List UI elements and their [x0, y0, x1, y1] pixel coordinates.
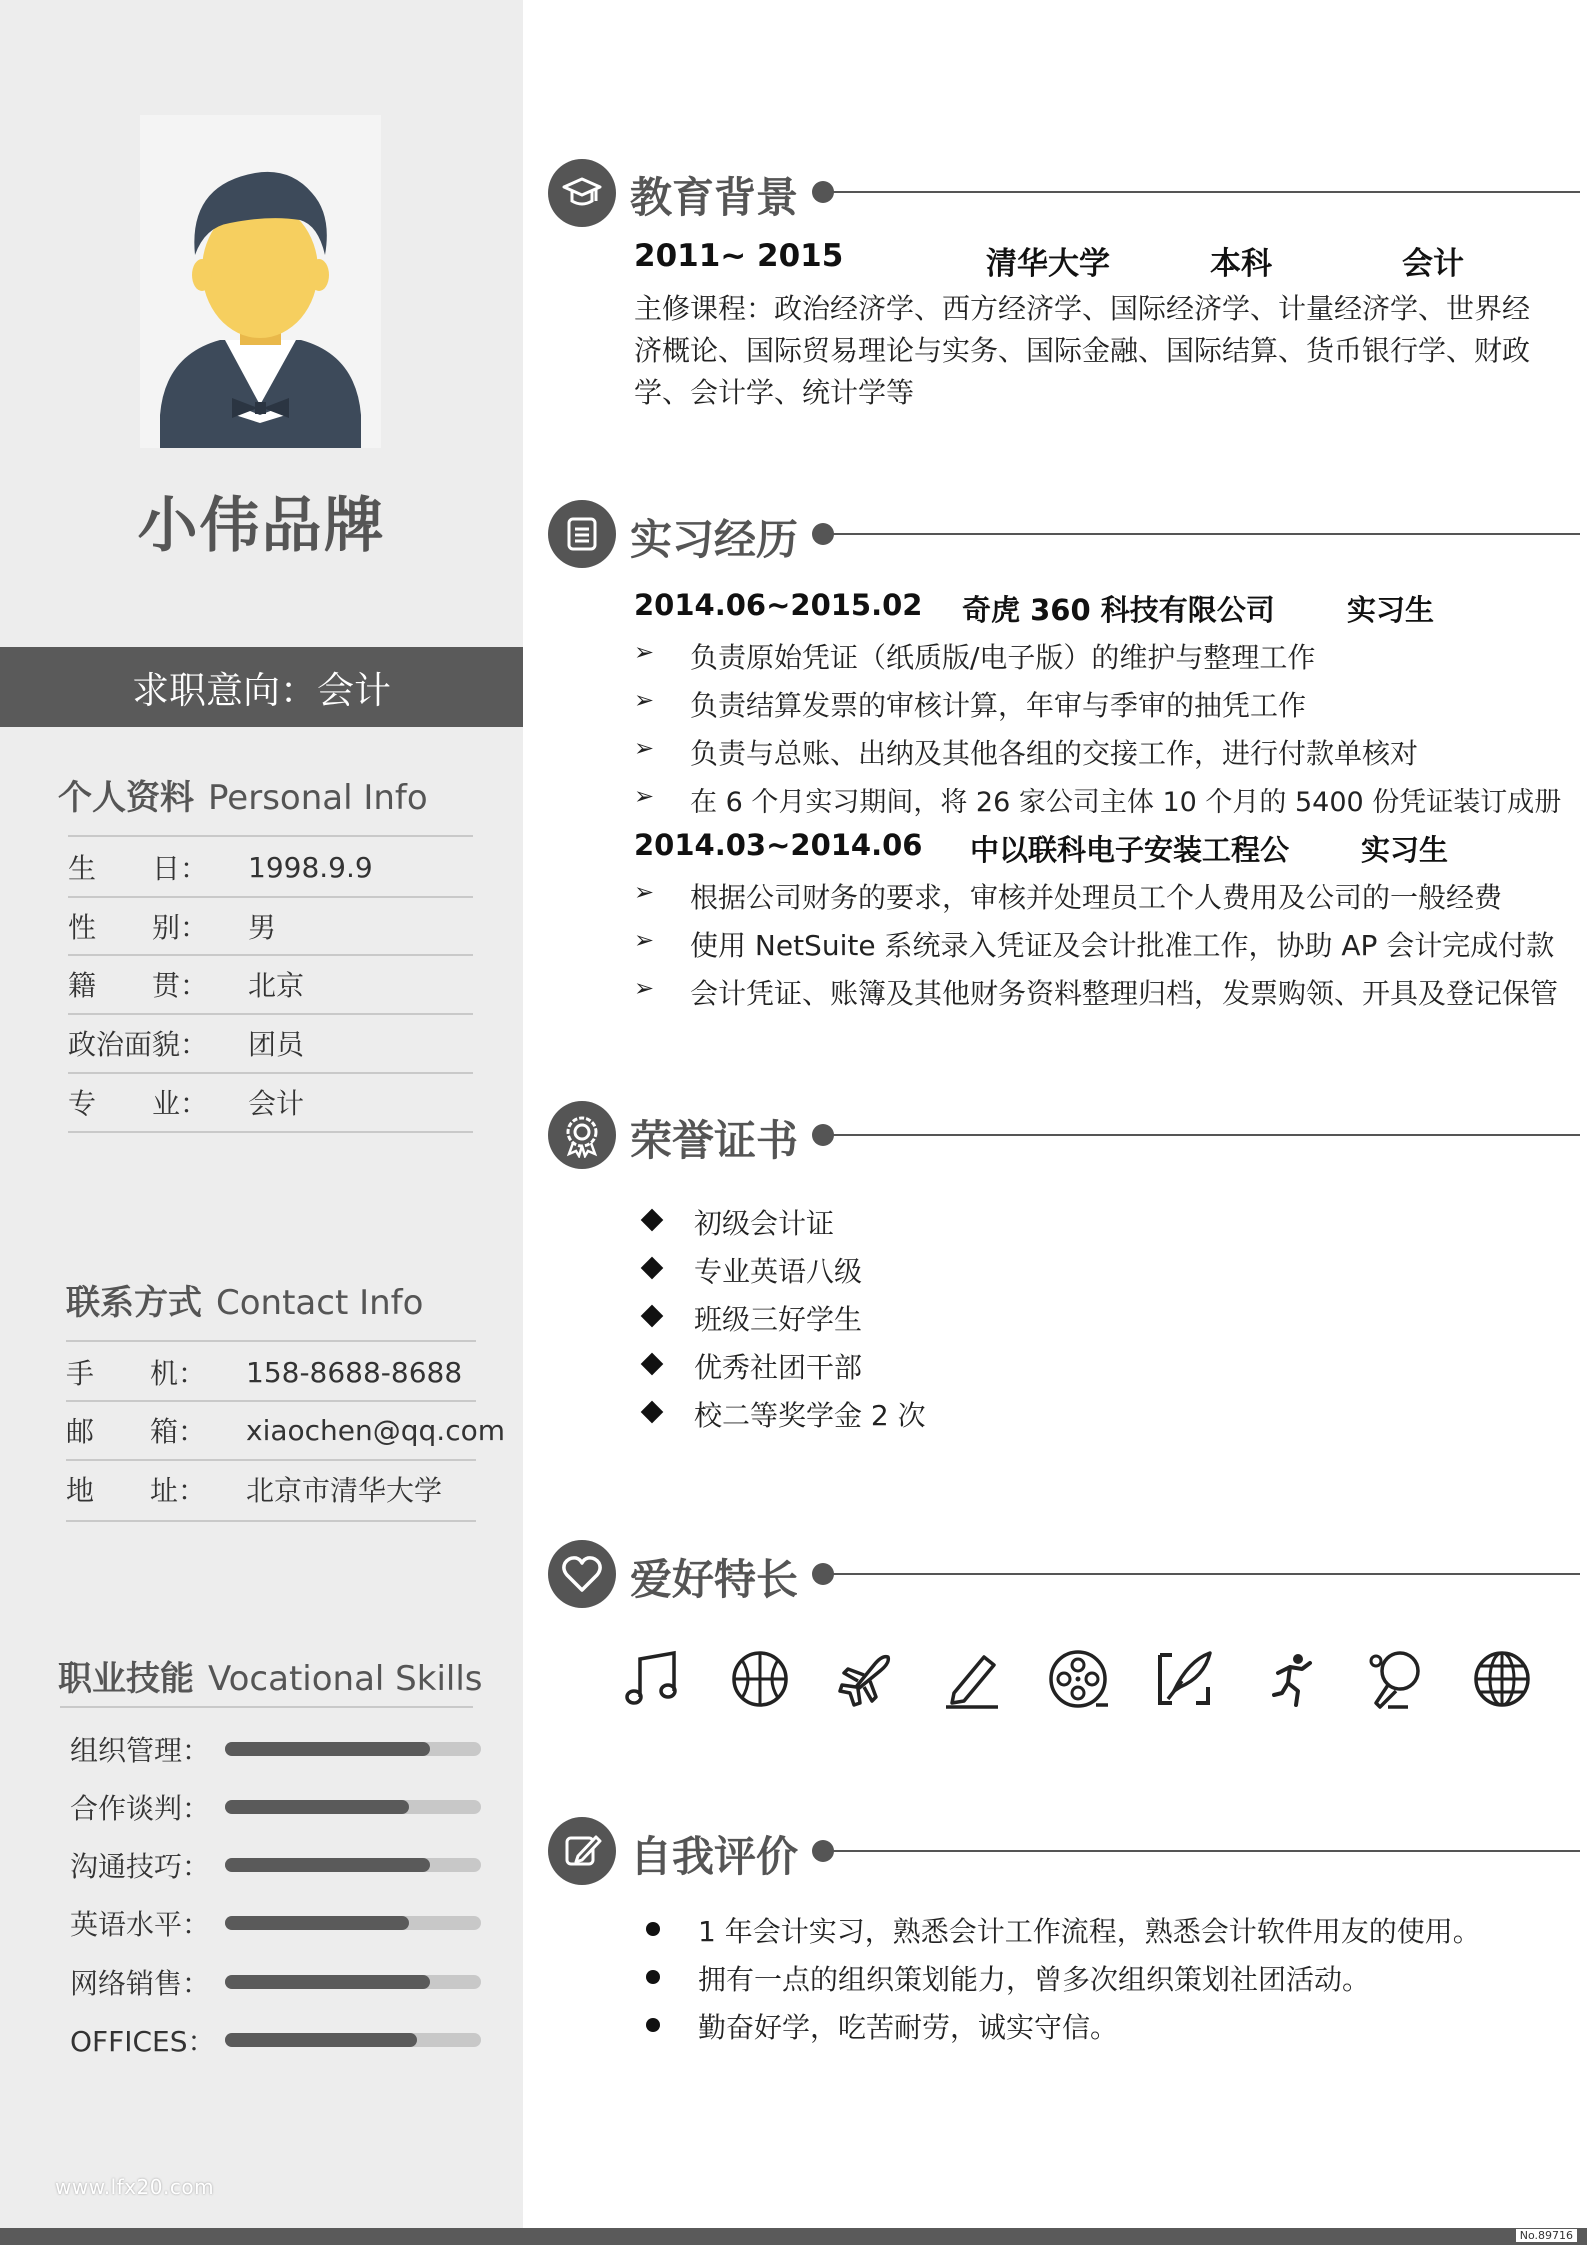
- job-duty: 负责与总账、出纳及其他各组的交接工作，进行付款单核对: [690, 737, 1419, 770]
- info-label: 政治面貌：: [68, 1028, 209, 1061]
- info-label: 籍 贯：: [68, 969, 209, 1002]
- info-row-political: [68, 1014, 473, 1072]
- divider: [66, 1340, 476, 1342]
- info-row-gender: [68, 897, 473, 955]
- education-courses-line: 主修课程：政治经济学、西方经济学、国际经济学、计量经济学、世界经: [634, 292, 1531, 325]
- contact-row-phone: [66, 1343, 516, 1401]
- contact-label: 地 址：: [66, 1474, 207, 1507]
- info-value: 团员: [248, 1028, 305, 1061]
- personal-info-title-cn: 个人资料: [58, 778, 194, 818]
- section-title-education: 教育背景: [630, 173, 799, 222]
- diamond-bullet-icon: [641, 1257, 664, 1280]
- section-line: [830, 1134, 1580, 1136]
- pen-icon: [940, 1647, 1004, 1711]
- globe-icon: [1470, 1647, 1534, 1711]
- job-period: 2014.06~2015.02: [634, 588, 923, 622]
- diamond-bullet-icon: [641, 1353, 664, 1376]
- info-value: 男: [248, 911, 277, 944]
- skill-bar-track: [225, 1858, 481, 1872]
- contact-label: 手 机：: [66, 1357, 207, 1390]
- graduation-cap-icon: [548, 159, 616, 227]
- diamond-bullet-icon: [641, 1401, 664, 1424]
- contact-value: 158-8688-8688: [246, 1355, 463, 1389]
- bottom-bar: [0, 2228, 1587, 2245]
- dot-bullet-icon: [646, 2018, 660, 2032]
- skill-bar-fill: [225, 2033, 417, 2047]
- education-courses-line: 济概论、国际贸易理论与实务、国际金融、国际结算、货币银行学、财政: [634, 334, 1531, 367]
- skill-label: 组织管理：: [70, 1734, 211, 1767]
- honor-item: 优秀社团干部: [694, 1351, 863, 1384]
- section-title-self-evaluation: 自我评价: [630, 1832, 799, 1881]
- skill-label: 合作谈判：: [70, 1792, 211, 1825]
- job-duty: 根据公司财务的要求，审核并处理员工个人费用及公司的一般经费: [690, 881, 1503, 914]
- skill-bar-track: [225, 2033, 481, 2047]
- skills-title-cn: 职业技能: [58, 1659, 194, 1699]
- divider: [60, 1706, 473, 1708]
- section-line: [830, 1573, 1580, 1575]
- honor-item: 初级会计证: [694, 1207, 835, 1240]
- dot-bullet-icon: [646, 1970, 660, 1984]
- basketball-icon: [728, 1647, 792, 1711]
- table-tennis-icon: [1364, 1647, 1428, 1711]
- skill-row: [70, 1836, 481, 1894]
- skill-bar-track: [225, 1975, 481, 1989]
- skill-bar-track: [225, 1742, 481, 1756]
- arrow-bullet-icon: ➢: [634, 734, 655, 762]
- job-period: 2014.03~2014.06: [634, 828, 923, 862]
- education-years: 2011~ 2015: [634, 238, 844, 274]
- watermark: www.lfx20.com: [55, 2175, 215, 2199]
- contact-value: 北京市清华大学: [246, 1474, 443, 1507]
- contact-info-heading: [66, 1275, 423, 1324]
- section-line: [830, 1850, 1580, 1852]
- skill-label: 英语水平：: [70, 1908, 211, 1941]
- edit-icon: [548, 1817, 616, 1885]
- award-badge-icon: [548, 1101, 616, 1169]
- job-objective-text: 求职意向：会计: [132, 669, 391, 712]
- skill-bar-fill: [225, 1975, 430, 1989]
- info-row-birthday: [68, 838, 473, 896]
- job-company: 奇虎 360 科技有限公司: [962, 593, 1275, 627]
- job-role: 实习生: [1361, 833, 1449, 867]
- section-line: [830, 533, 1580, 535]
- candidate-name: 小伟品牌: [137, 491, 386, 561]
- skill-bar-fill: [225, 1858, 430, 1872]
- skill-bar-fill: [225, 1916, 409, 1930]
- job-role: 实习生: [1347, 593, 1435, 627]
- diamond-bullet-icon: [641, 1209, 664, 1232]
- contact-row-address: [66, 1460, 516, 1518]
- info-label: 生 日：: [68, 852, 209, 885]
- section-line: [830, 191, 1580, 193]
- personal-info-title-en: Personal Info: [208, 778, 428, 818]
- honor-item: 班级三好学生: [694, 1303, 863, 1336]
- skill-label: OFFICES：: [70, 2025, 216, 2058]
- writing-icon: [1152, 1647, 1216, 1711]
- education-major: 会计: [1402, 246, 1464, 282]
- avatar: [140, 115, 381, 448]
- arrow-bullet-icon: ➢: [634, 974, 655, 1002]
- self-eval-item: 拥有一点的组织策划能力，曾多次组织策划社团活动。: [698, 1963, 1371, 1996]
- job-duty: 会计凭证、账簿及其他财务资料整理归档，发票购领、开具及登记保管: [690, 977, 1559, 1010]
- skill-bar-track: [225, 1916, 481, 1930]
- contact-info-title-cn: 联系方式: [66, 1283, 202, 1323]
- arrow-bullet-icon: ➢: [634, 638, 655, 666]
- document-icon: [548, 500, 616, 568]
- avatar-illustration: [140, 115, 381, 448]
- skill-label: 沟通技巧：: [70, 1850, 211, 1883]
- arrow-bullet-icon: ➢: [634, 782, 655, 810]
- honor-item: 专业英语八级: [694, 1255, 863, 1288]
- divider: [66, 1520, 476, 1522]
- divider: [68, 1131, 473, 1133]
- honor-item: 校二等奖学金 2 次: [694, 1399, 926, 1432]
- email-link[interactable]: xiaochen@qq.com: [246, 1413, 505, 1447]
- job-duty: 负责原始凭证（纸质版/电子版）的维护与整理工作: [690, 641, 1316, 674]
- personal-info-heading: [58, 770, 428, 819]
- job-duty: 在 6 个月实习期间，将 26 家公司主体 10 个月的 5400 份凭证装订成册: [690, 787, 1562, 818]
- film-reel-icon: [1046, 1647, 1110, 1711]
- info-value: 1998.9.9: [248, 850, 373, 884]
- self-eval-item: 1 年会计实习，熟悉会计工作流程，熟悉会计软件用友的使用。: [698, 1915, 1481, 1948]
- skill-row: [70, 2011, 481, 2069]
- divider: [68, 835, 473, 837]
- skill-label: 网络销售：: [70, 1967, 211, 2000]
- section-title-honors: 荣誉证书: [630, 1116, 799, 1165]
- info-row-major: [68, 1073, 473, 1131]
- job-duty: 使用 NetSuite 系统录入凭证及会计批准工作，协助 AP 会计完成付款: [690, 929, 1555, 962]
- skill-bar-fill: [225, 1800, 409, 1814]
- arrow-bullet-icon: ➢: [634, 878, 655, 906]
- contact-label: 邮 箱：: [66, 1415, 207, 1448]
- skills-title-en: Vocational Skills: [208, 1659, 483, 1699]
- job-company: 中以联科电子安装工程公: [970, 833, 1290, 867]
- education-school: 清华大学: [986, 246, 1110, 282]
- self-eval-item: 勤奋好学，吃苦耐劳，诚实守信。: [698, 2011, 1119, 2044]
- airplane-icon: [834, 1647, 898, 1711]
- dot-bullet-icon: [646, 1922, 660, 1936]
- skill-row: [70, 1953, 481, 2011]
- arrow-bullet-icon: ➢: [634, 926, 655, 954]
- job-objective-banner: [0, 647, 523, 727]
- skills-heading: [58, 1651, 483, 1700]
- education-degree: 本科: [1210, 246, 1272, 282]
- section-title-hobbies: 爱好特长: [630, 1555, 799, 1604]
- info-value: 会计: [248, 1087, 305, 1120]
- document-number: No.89716: [1516, 2229, 1577, 2242]
- skill-bar-fill: [225, 1742, 430, 1756]
- education-courses-line: 学、会计学、统计学等: [634, 376, 915, 409]
- section-title-internship: 实习经历: [630, 515, 799, 564]
- skill-row: [70, 1894, 481, 1952]
- skill-row: [70, 1778, 481, 1836]
- info-value: 北京: [248, 969, 305, 1002]
- contact-row-email: [66, 1401, 516, 1459]
- diamond-bullet-icon: [641, 1305, 664, 1328]
- contact-info-title-en: Contact Info: [216, 1283, 424, 1323]
- info-label: 专 业：: [68, 1087, 209, 1120]
- skill-row: [70, 1720, 481, 1778]
- skill-bar-track: [225, 1800, 481, 1814]
- heart-icon: [548, 1540, 616, 1608]
- info-row-hometown: [68, 955, 473, 1013]
- music-icon: [622, 1647, 686, 1711]
- arrow-bullet-icon: ➢: [634, 686, 655, 714]
- dance-icon: [1258, 1647, 1322, 1711]
- info-label: 性 别：: [68, 911, 209, 944]
- job-duty: 负责结算发票的审核计算，年审与季审的抽凭工作: [690, 689, 1307, 722]
